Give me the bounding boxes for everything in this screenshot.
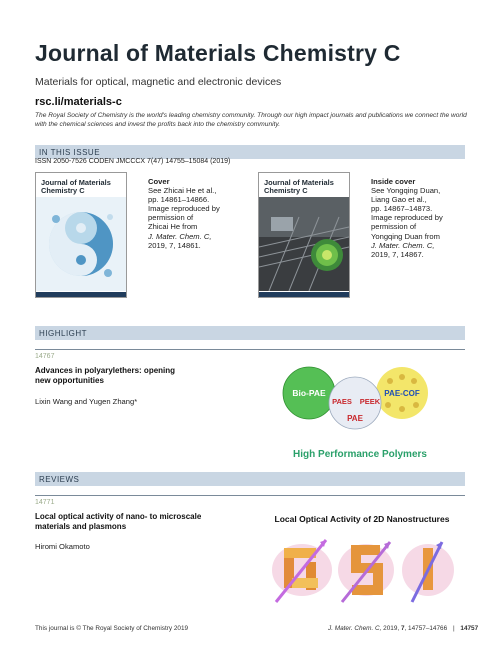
section-bar-reviews: REVIEWS <box>35 472 465 486</box>
cover-line: permission of <box>148 213 194 223</box>
review-page-number: 14771 <box>35 499 55 506</box>
cover-footer-band <box>36 292 126 297</box>
title-line: new opportunities <box>35 376 104 385</box>
footer-copyright: This journal is © The Royal Society of Chemistry 2019 <box>35 625 189 632</box>
journal-subtitle: Materials for optical, magnetic and electronic devices <box>35 76 282 88</box>
inside-cover-line: pp. 14867–14873. <box>371 204 433 214</box>
cover-line: Image reproduced by <box>148 204 220 214</box>
cover-caption <box>148 177 248 250</box>
pae-cof-label: PAE-COF <box>384 389 420 398</box>
issn-line: ISSN 2050-7526 CODEN JMCCCX 7(47) 14755–15084 (2019) <box>35 158 231 165</box>
bio-pae-label: Bio-PAE <box>292 388 326 398</box>
inside-cover-line: Image reproduced by <box>371 213 443 223</box>
inside-cover-line: Liang Gao et al., <box>371 195 427 205</box>
footer-citation <box>328 625 478 632</box>
inside-cover-line: Yongqing Duan from <box>371 231 440 241</box>
highlight-page-number: 14767 <box>35 353 55 360</box>
title-line: materials and plasmons <box>35 522 127 531</box>
highlight-graphic[interactable] <box>282 363 452 463</box>
divider-rule <box>35 349 465 350</box>
footer-journal: J. Mater. Chem. C, <box>328 625 382 632</box>
cover-line: See Zhicai He et al., <box>148 186 217 196</box>
title-line: Local optical activity of nano- to microscale <box>35 512 202 521</box>
inside-cover-line: 2019, 7, 14867. <box>371 249 424 259</box>
cover-line: Zhicai He from <box>148 222 198 232</box>
inside-cover-caption <box>371 177 471 259</box>
footer-separator: | <box>452 625 455 632</box>
polymer-caption: High Performance Polymers <box>293 449 427 460</box>
inside-cover-footer-band <box>259 292 349 297</box>
nanostructure-three <box>402 542 454 602</box>
inside-cover-artwork <box>259 197 349 291</box>
cover-image[interactable] <box>35 172 127 298</box>
cover-artwork <box>36 197 126 291</box>
inside-cover-journal-title: Journal of Materials Chemistry C <box>264 178 334 195</box>
review-authors: Hiromi Okamoto <box>35 542 90 551</box>
section-bar-highlight: HIGHLIGHT <box>35 326 465 340</box>
nanostructure-one <box>272 540 332 602</box>
pae-label: PAE <box>347 414 363 423</box>
nanostructure-two <box>338 542 394 602</box>
cover-heading: Cover <box>148 177 170 186</box>
journal-title: Journal of Materials Chemistry C <box>35 40 401 66</box>
divider-rule <box>35 495 465 496</box>
footer-page-number: 14757 <box>460 625 479 632</box>
review-graphic-title: Local Optical Activity of 2D Nanostructures <box>274 514 450 524</box>
footer-year: 2019, <box>381 625 401 632</box>
section-bar-in-this-issue: IN THIS ISSUE <box>35 145 465 159</box>
review-article-title[interactable] <box>35 512 245 532</box>
inside-cover-heading: Inside cover <box>371 177 416 186</box>
cover-journal-title: Journal of Materials Chemistry C <box>41 178 111 195</box>
cover-line: 2019, 7, 14861. <box>148 240 201 250</box>
highlight-authors: Lixin Wang and Yugen Zhang* <box>35 397 138 406</box>
cover-line: pp. 14861–14866. <box>148 195 210 205</box>
inside-cover-line: J. Mater. Chem. C, <box>371 240 435 250</box>
paes-label: PAES <box>332 397 352 406</box>
review-graphic[interactable] <box>262 510 462 608</box>
inside-cover-line: permission of <box>371 222 417 232</box>
footer-volume: 7 <box>400 625 405 632</box>
highlight-article-title[interactable] <box>35 366 245 386</box>
rsc-description: The Royal Society of Chemistry is the world's leading chemistry community. Through our high impact journals and publications we connect the world with the chemical sciences and invest the profits back into the chemistry community. <box>35 112 467 128</box>
peek-label: PEEK <box>359 397 381 406</box>
inside-cover-image[interactable] <box>258 172 350 298</box>
title-line: Advances in polyarylethers: opening <box>35 366 176 375</box>
journal-url-link[interactable]: rsc.li/materials-c <box>35 96 122 108</box>
inside-cover-line: See Yongqing Duan, <box>371 186 441 196</box>
footer-pages: , 14757–14766 <box>404 625 448 632</box>
cover-line: J. Mater. Chem. C, <box>148 231 212 241</box>
